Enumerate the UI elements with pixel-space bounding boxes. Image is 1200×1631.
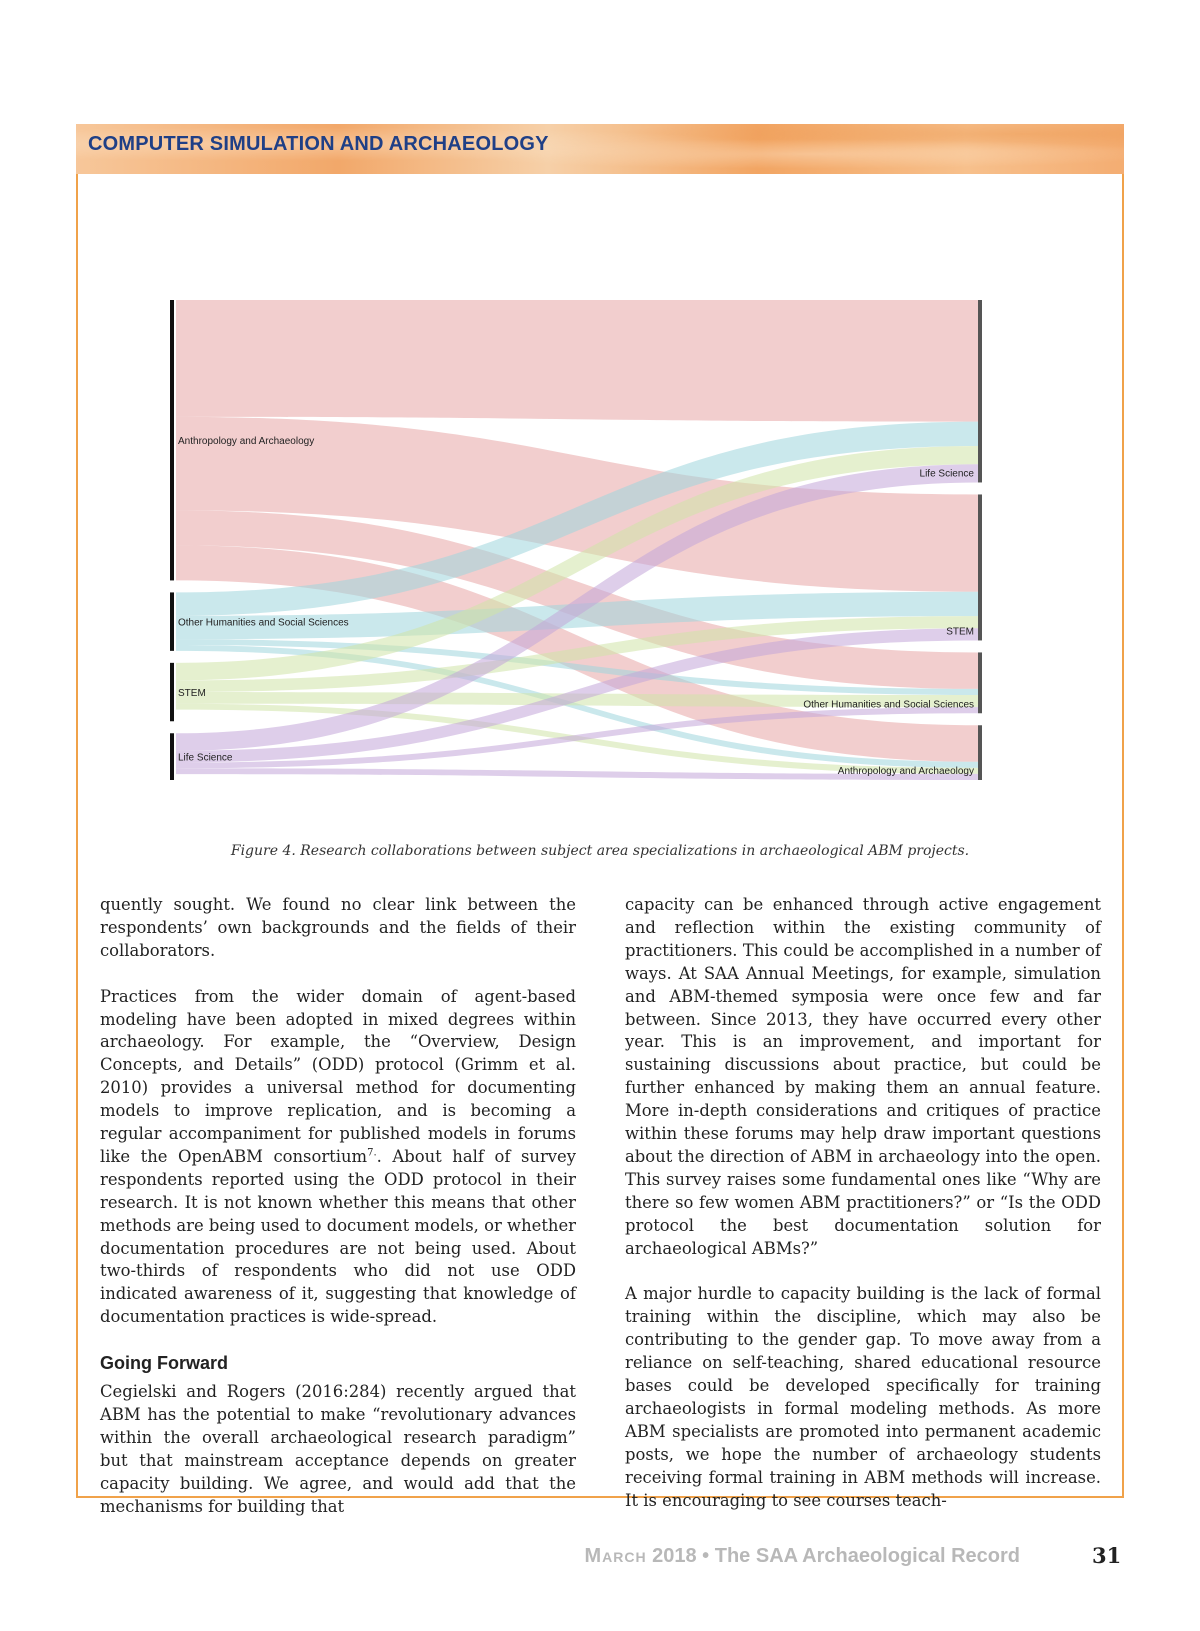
left-node-label: Life Science: [178, 752, 233, 764]
paragraph: capacity can be enhanced through active engagement and reflection within the existing community of practitioners. This could be accomplished in a number of ways. At SAA Annual Meetings, for example, simulation and ABM-themed symposia were once few and far between. Since 2013, they have occurred every other year. This is an improvement, and important for sustaining discussions about practice, but could be further enhanced by making them an annual feature. More in-depth considerations and critiques of practice within these forums may help draw important questions about the direction of ABM in archaeology into the open. This survey raises some fundamental ones like “Why are there so few women ABM practitioners?” or “Is the ODD protocol the best documentation solution for archaeological ABMs?”: [625, 895, 1101, 1258]
footer-month: March: [584, 1545, 647, 1567]
section-title: COMPUTER SIMULATION AND ARCHAEOLOGY: [88, 133, 549, 155]
paragraph: quently sought. We found no clear link between the respondents’ own backgrounds and the fields of their collaborators.: [100, 895, 576, 960]
left-column: [100, 894, 576, 1541]
right-node-label: Life Science: [919, 468, 974, 480]
section-heading: Going Forward: [100, 1353, 228, 1374]
sankey-svg: [170, 300, 1030, 810]
left-node-label: Anthropology and Archaeology: [178, 436, 315, 448]
left-node-bar: [170, 663, 174, 721]
running-footer: [584, 1545, 1020, 1568]
figure-caption: Figure 4. Research collaborations between subject area specializations in archaeological ABM projects.: [230, 843, 970, 859]
right-node-bar: [978, 652, 982, 713]
paragraph: Practices from the wider domain of agent-based modeling have been adopted in mixed degrees within archaeology. For example, the “Overview, Design Concepts, and Details” (ODD) protocol (Grimm et al. 2010) provides a universal method for documenting models to improve replication, and is becoming a regular accompaniment for published models in forums like the OpenABM consortium$^{7.}$. About half of survey respondents reported using the ODD protocol in their research. It is not known whether this means that other methods are being used to document models, or whether documentation procedures are not being used. About two-thirds of respondents who did not use ODD indicated awareness of it, suggesting that knowledge of documentation practices is wide-spread.: [100, 986, 576, 1327]
right-node-label: STEM: [946, 626, 974, 638]
paragraph: Cegielski and Rogers (2016:284) recently argued that ABM has the potential to make “revolutionary advances within the overall archaeological research paradigm” but that mainstream acceptance depends on greater capacity building. We agree, and would add that the mechanisms for building that: [100, 1382, 576, 1516]
sankey-flow: [176, 300, 978, 422]
page-number: 31: [1092, 1543, 1122, 1568]
left-node-bar: [170, 592, 174, 650]
right-node-label: Other Humanities and Social Sciences: [803, 699, 974, 711]
right-node-bar: [978, 494, 982, 640]
left-node-label: STEM: [178, 688, 206, 700]
right-column: [625, 894, 1101, 1535]
footnote-ref: 7.: [367, 1147, 377, 1159]
left-node-bar: [170, 733, 174, 780]
paragraph: A major hurdle to capacity building is the lack of formal training within the discipline, which may also be contributing to the gender gap. To move away from a reliance on self-teaching, shared educational resource bases could be developed specifically for training archaeologists in formal modeling methods. As more ABM specialists are promoted into permanent academic posts, we hope the number of archaeology students receiving formal training in ABM methods will increase. It is encouraging to see courses teach-: [625, 1284, 1101, 1510]
left-node-bar: [170, 300, 174, 580]
right-node-label: Anthropology and Archaeology: [837, 766, 974, 777]
footer-journal: 2018 • The SAA Archaeological Record: [646, 1545, 1020, 1567]
left-node-label: Other Humanities and Social Sciences: [178, 617, 349, 629]
right-node-bar: [978, 725, 982, 780]
sankey-chart: [170, 300, 1030, 810]
section-banner: [76, 124, 1124, 174]
right-node-bar: [978, 300, 982, 482]
